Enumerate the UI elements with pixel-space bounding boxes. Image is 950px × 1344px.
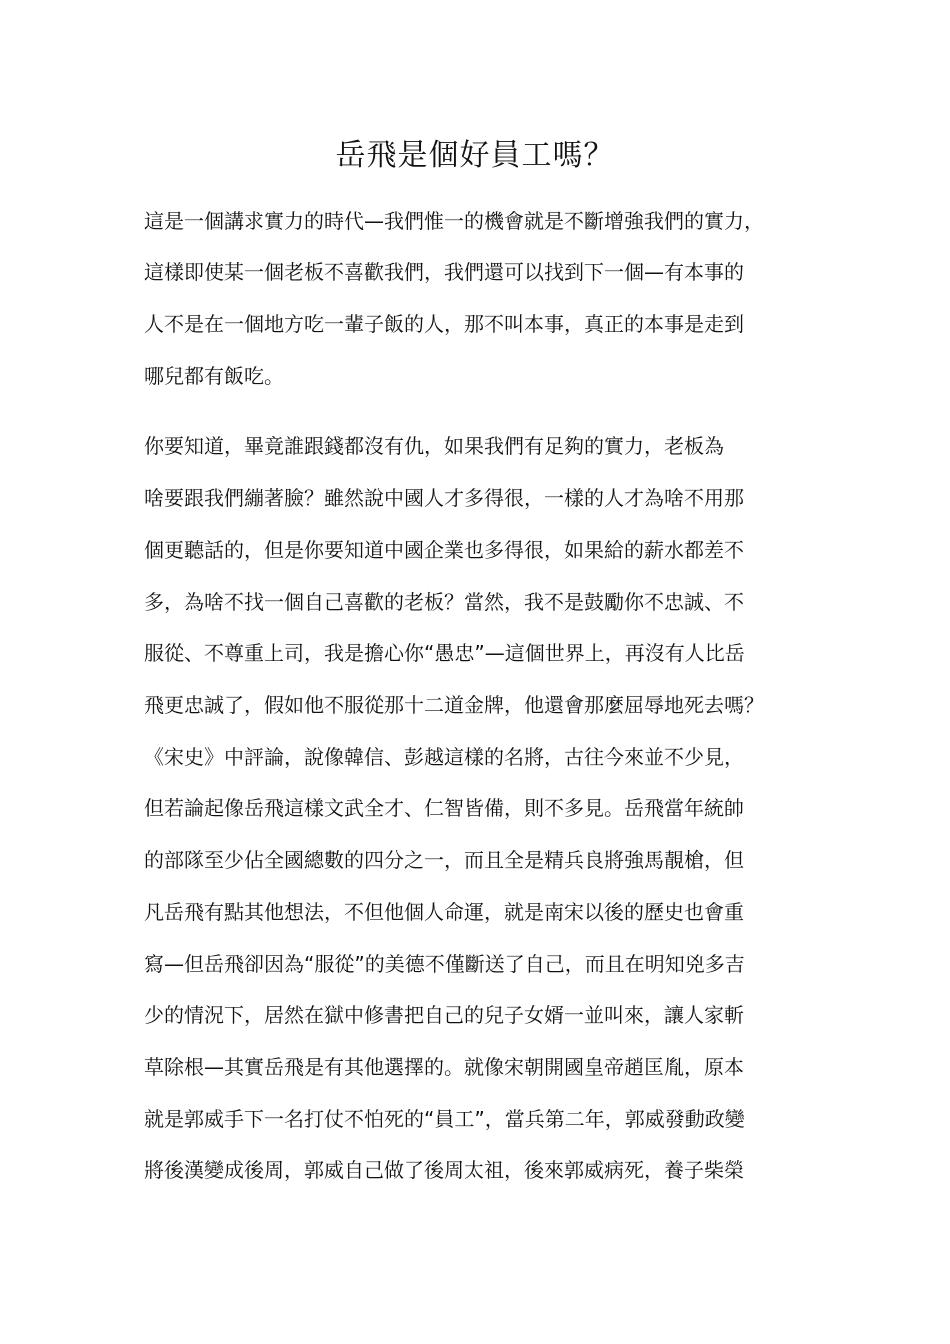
paragraph-line: 飛更忠誠了，假如他不服從那十二道金牌，他還會那麼屈辱地死去嗎？: [144, 693, 764, 717]
paragraph-line: 這是一個講求實力的時代—我們惟一的機會就是不斷增強我們的實力，: [144, 209, 764, 233]
paragraph-line: 哪兒都有飯吃。: [144, 364, 284, 388]
paragraph-line: 啥要跟我們繃著臉？雖然說中國人才多得很，一樣的人才為啥不用那: [144, 486, 744, 510]
paragraph-line: 多，為啥不找一個自己喜歡的老板？當然，我不是鼓勵你不忠誠、不: [144, 590, 744, 614]
paragraph-line: 寫—但岳飛卻因為“服從”的美德不僅斷送了自己，而且在明知兇多吉: [144, 952, 745, 976]
paragraph-line: 將後漢變成後周，郭威自己做了後周太祖，後來郭威病死，養子柴榮: [144, 1158, 744, 1182]
page-title: 岳飛是個好員工嗎？: [335, 138, 615, 173]
paragraph-line: 你要知道，畢竟誰跟錢都沒有仇，如果我們有足夠的實力，老板為: [144, 434, 724, 458]
paragraph-line: 人不是在一個地方吃一輩子飯的人，那不叫本事，真正的本事是走到: [144, 312, 744, 336]
paragraph-line: 但若論起像岳飛這樣文武全才、仁智皆備，則不多見。岳飛當年統帥: [144, 796, 744, 820]
paragraph-line: 《宋史》中評論，說像韓信、彭越這樣的名將，古往今來並不少見，: [144, 745, 744, 769]
paragraph-line: 少的情況下，居然在獄中修書把自己的兒子女婿一並叫來，讓人家斬: [144, 1003, 744, 1027]
paragraph-line: 服從、不尊重上司，我是擔心你“愚忠”—這個世界上，再沒有人比岳: [144, 641, 745, 665]
paragraph-line: 的部隊至少佔全國總數的四分之一，而且全是精兵良將強馬靚槍，但: [144, 848, 744, 872]
paragraph-line: 凡岳飛有點其他想法，不但他個人命運，就是南宋以後的歷史也會重: [144, 900, 744, 924]
paragraph-line: 個更聽話的，但是你要知道中國企業也多得很，如果給的薪水都差不: [144, 538, 744, 562]
paragraph-line: 這樣即使某一個老板不喜歡我們，我們還可以找到下一個—有本事的: [144, 260, 744, 284]
paragraph-line: 草除根—其實岳飛是有其他選擇的。就像宋朝開國皇帝趙匡胤，原本: [144, 1055, 744, 1079]
paragraph-line: 就是郭威手下一名打仗不怕死的“員工”，當兵第二年，郭威發動政變: [144, 1107, 745, 1131]
